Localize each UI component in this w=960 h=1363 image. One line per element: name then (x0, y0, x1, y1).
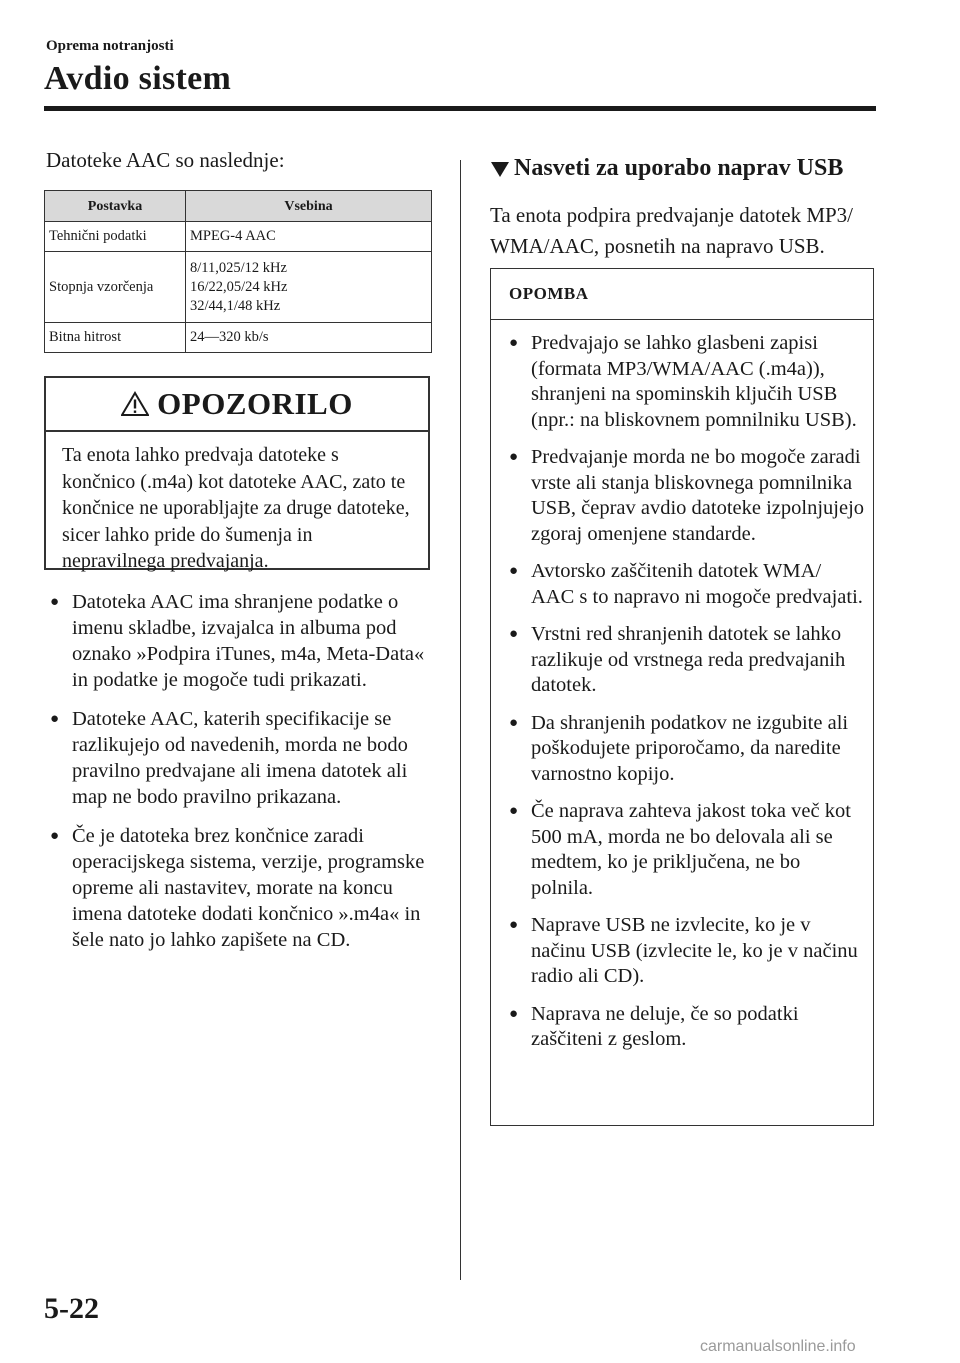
header-rule (44, 106, 876, 111)
bullet-dot-icon: ● (509, 714, 519, 731)
list-item-text: Datoteka AAC ima shranjene podatke o imenu skladbe, izvajalca in albuma pod oznako »Podpira iTunes, m4a, Meta-Data« in podatke je mogoče tudi prikazati. (72, 591, 425, 691)
list-item (505, 445, 865, 547)
note-title: OPOMBA (491, 269, 873, 320)
table-row (45, 252, 432, 323)
list-item (505, 559, 865, 610)
bullet-dot-icon: ● (50, 594, 60, 610)
note-box (490, 268, 874, 1126)
section-heading-text: Nasveti za uporabo naprav USB (514, 155, 844, 181)
table-cell-item: Tehnični podatki (45, 222, 186, 252)
warning-triangle-icon (121, 391, 149, 417)
down-triangle-icon (490, 160, 510, 178)
list-item-text: Da shranjenih podatkov ne izgubite ali poškodujete priporočamo, da naredite varnostno kopijo. (531, 711, 849, 785)
warning-header (46, 378, 428, 432)
warning-title: OPOZORILO (157, 386, 353, 421)
aac-spec-table (44, 190, 432, 353)
table-row (45, 222, 432, 252)
table-cell-content (186, 252, 432, 323)
aac-notes-list (46, 589, 434, 966)
page-number: 5-22 (44, 1292, 99, 1325)
bullet-dot-icon: ● (509, 335, 519, 351)
table-header-item: Postavka (45, 191, 186, 222)
bullet-dot-icon: ● (50, 711, 60, 727)
list-item-text: Avtorsko zaščitenih datotek WMA/ AAC s to napravo ni mogoče predvajati. (531, 560, 863, 608)
bullet-dot-icon: ● (509, 449, 519, 465)
bullet-dot-icon: ● (509, 563, 519, 579)
list-item-text: Naprava ne deluje, če so podatki zaščiteni z geslom. (531, 1002, 799, 1050)
table-cell-item: Stopnja vzorčenja (45, 252, 186, 323)
bullet-dot-icon: ● (50, 828, 60, 844)
list-item (505, 913, 865, 990)
table-cell-line: 16/22,05/24 kHz (190, 278, 288, 295)
column-divider (460, 160, 461, 1280)
list-item-text: Če naprava zahteva jakost toka več kot 500 mA, morda ne bo delovala ali se medtem, ko je priključena, ne bo polnila. (531, 800, 851, 899)
table-cell-line: 24―320 kb/s (190, 329, 269, 345)
table-cell-line: 8/11,025/12 kHz (190, 259, 287, 276)
list-item (505, 622, 865, 699)
table-cell-content (186, 323, 432, 353)
list-item-text: Če je datoteka brez končnice zaradi operacijskega sistema, verzije, programske opreme ali nastavitev, morate na koncu imena datoteke dodati končnico ».m4a« in šele nato jo lahko zapišete na CD. (72, 825, 425, 951)
table-intro: Datoteke AAC so naslednje: (46, 148, 285, 172)
list-item-text: Naprave USB ne izvlecite, ko je v načinu USB (izvlecite le, ko je v načinu radio ali CD). (531, 914, 858, 987)
table-header-row (45, 191, 432, 222)
table-cell-line: MPEG-4 AAC (190, 228, 276, 244)
section-heading (490, 155, 843, 182)
table-cell-line: 32/44,1/48 kHz (190, 297, 281, 314)
table-cell-item: Bitna hitrost (45, 323, 186, 353)
list-item (46, 706, 434, 810)
bullet-dot-icon: ● (509, 803, 519, 819)
note-list (491, 320, 873, 1053)
warning-text: Ta enota lahko predvaja datoteke s končnico (.m4a) kot datoteke AAC, zato te končnice ne uporabljajte za druge datoteke, sicer lahko pride do šumenja in nepravilnega predvajanja. (62, 444, 410, 572)
section-intro-text: Ta enota podpira predvajanje datotek MP3/ WMA/AAC, posnetih na napravo USB. (490, 203, 853, 258)
list-item (46, 589, 434, 693)
warning-box (44, 376, 430, 570)
list-item (505, 1002, 865, 1053)
table-header-content: Vsebina (186, 191, 432, 222)
list-item (505, 799, 865, 901)
table-row (45, 323, 432, 353)
list-item-text: Vrstni red shranjenih datotek se lahko razlikuje od vrstnega reda predvajanih datotek. (531, 623, 846, 696)
watermark-url: carmanualsonline.info (700, 1338, 856, 1355)
page-title: Avdio sistem (44, 60, 232, 97)
bullet-dot-icon: ● (509, 1005, 519, 1022)
list-item-text: Predvajajo se lahko glasbeni zapisi (formata MP3/WMA/AAC (.m4a)), shranjeni na spominskih ključih USB (npr.: na bliskovnem pomnilniku USB). (531, 332, 857, 431)
table-cell-content (186, 222, 432, 252)
list-item (505, 711, 865, 788)
section-label: Oprema notranjosti (46, 38, 174, 54)
bullet-dot-icon: ● (509, 917, 519, 933)
list-item (46, 823, 434, 953)
bullet-dot-icon: ● (509, 626, 519, 642)
list-item-text: Datoteke AAC, katerih specifikacije se razlikujejo od navedenih, morda ne bodo pravilno predvajane ali imena datotek ali map ne bodo pravilno prikazana. (72, 708, 408, 808)
list-item-text: Predvajanje morda ne bo mogoče zaradi vrste ali stanja bliskovnega pomnilnika USB, čeprav avdio datoteke izpolnjujejo zgoraj omenjene standarde. (531, 446, 865, 545)
list-item (505, 331, 865, 433)
